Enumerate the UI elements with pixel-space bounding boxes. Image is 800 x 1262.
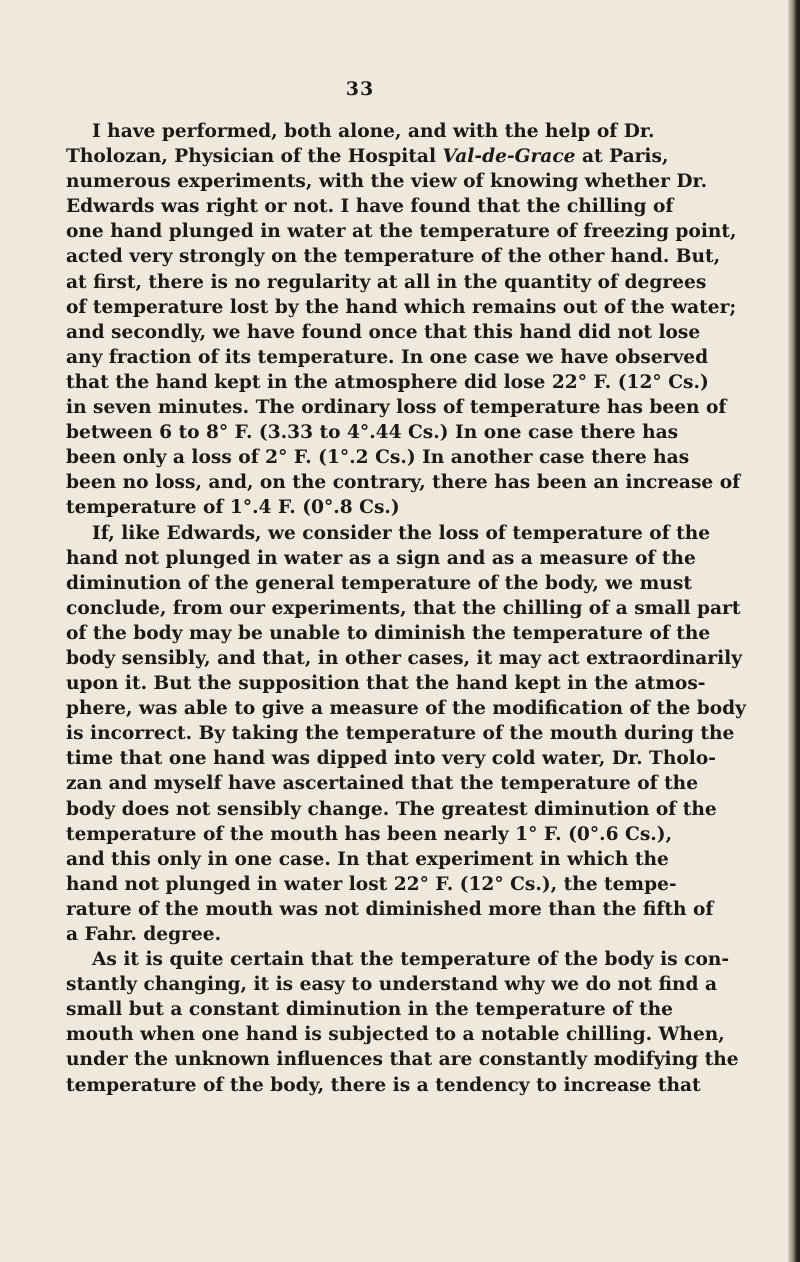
text-line: time that one hand was dipped into very cold water, Dr. Tholo- [66, 748, 716, 770]
text-line: stantly changing, it is easy to understand why we do not find a [66, 974, 717, 996]
text-line: and secondly, we have found once that this hand did not lose [66, 321, 701, 343]
text-line: As it is quite certain that the temperature of the body is con- [92, 949, 730, 971]
text-line: any fraction of its temperature. In one case we have observed [66, 346, 709, 368]
text-line: body sensibly, and that, in other cases, it may act extraordinarily [66, 647, 743, 669]
text-line: hand not plunged in water as a sign and as a measure of the [66, 547, 696, 569]
text-line: body does not sensibly change. The greatest diminution of the [66, 798, 717, 820]
text-line: temperature of the body, there is a tendency to increase that [66, 1074, 701, 1096]
text-line: one hand plunged in water at the temperature of freezing point, [66, 221, 737, 243]
text-line: Edwards was right or not. I have found that the chilling of [66, 196, 674, 218]
page-number: 33 [345, 78, 375, 100]
text-line: of temperature lost by the hand which remains out of the water; [66, 296, 737, 318]
text-line: between 6 to 8° F. (3.33 to 4°.44 Cs.) In one case there has [66, 422, 679, 444]
text-line: hand not plunged in water lost 22° F. (12° Cs.), the tempe- [66, 873, 677, 895]
text-line: temperature of the mouth has been nearly 1° F. (0°.6 Cs.), [66, 823, 673, 845]
text-line: been only a loss of 2° F. (1°.2 Cs.) In another case there has [66, 447, 690, 469]
text-line: mouth when one hand is subjected to a notable chilling. When, [66, 1024, 725, 1046]
text-line: at first, there is no regularity at all in the quantity of degrees [66, 271, 707, 293]
text-line: zan and myself have ascertained that the temperature of the [66, 773, 699, 795]
text-line: is incorrect. By taking the temperature of the mouth during the [66, 723, 735, 745]
text-line: upon it. But the supposition that the hand kept in the atmos- [66, 673, 706, 695]
text-line: rature of the mouth was not diminished more than the fifth of [66, 898, 714, 920]
paragraph-2 [66, 521, 746, 948]
text-line: and this only in one case. In that experiment in which the [66, 848, 669, 870]
text-line: under the unknown influences that are constantly modifying the [66, 1049, 739, 1071]
text-line: temperature of 1°.4 F. (0°.8 Cs.) [66, 497, 400, 519]
text-line: numerous experiments, with the view of knowing whether Dr. [66, 171, 708, 193]
text-line: conclude, from our experiments, that the chilling of a small part [66, 597, 741, 619]
paragraph-3 [66, 947, 739, 1098]
text-line: phere, was able to give a measure of the modification of the body [66, 698, 746, 720]
text-line: a Fahr. degree. [66, 924, 222, 945]
text-line: that the hand kept in the atmosphere did lose 22° F. (12° Cs.) [66, 371, 709, 393]
text-line: acted very strongly on the temperature of the other hand. But, [66, 246, 721, 268]
text-line: been no loss, and, on the contrary, there has been an increase of [66, 472, 741, 494]
text-line: diminution of the general temperature of the body, we must [66, 572, 692, 594]
text-line: Tholozan, Physician of the Hospital Val-de-Grace at Paris, [66, 146, 669, 168]
text-line: in seven minutes. The ordinary loss of temperature has been of [66, 397, 727, 419]
italic-place-name: Val-de-Grace [442, 146, 576, 168]
book-spine-edge [788, 0, 800, 1262]
text-line: If, like Edwards, we consider the loss of temperature of the [92, 522, 711, 544]
paragraph-1 [66, 119, 741, 521]
text-line: of the body may be unable to diminish the temperature of the [66, 622, 711, 644]
text-line: small but a constant diminution in the temperature of the [66, 999, 673, 1021]
text-line: I have performed, both alone, and with the help of Dr. [92, 121, 655, 142]
body-text [66, 119, 746, 1098]
